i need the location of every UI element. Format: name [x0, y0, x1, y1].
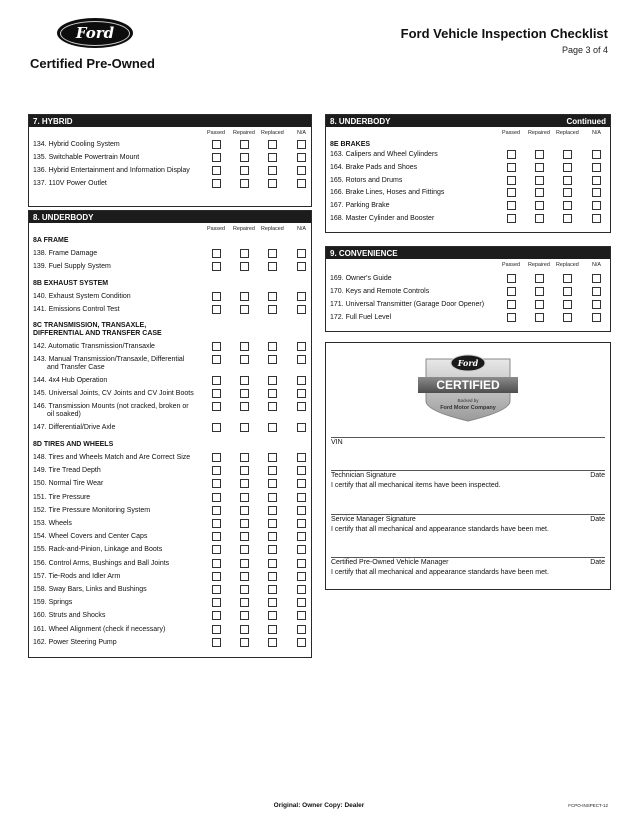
- repaired-checkbox[interactable]: [240, 423, 249, 432]
- repaired-checkbox[interactable]: [240, 342, 249, 351]
- na-checkbox[interactable]: [297, 153, 306, 162]
- repaired-checkbox[interactable]: [240, 179, 249, 188]
- checklist-item: 145. Universal Joints, CV Joints and CV Joint Boots: [33, 390, 194, 397]
- na-checkbox[interactable]: [297, 355, 306, 364]
- cpo-manager-date-label: Date: [590, 559, 605, 566]
- repaired-checkbox[interactable]: [240, 532, 249, 541]
- na-checkbox[interactable]: [592, 300, 601, 309]
- underbody-panel: [28, 210, 312, 658]
- checklist-item: 141. Emissions Control Test: [33, 306, 120, 313]
- col-replaced-header: Replaced: [556, 130, 579, 136]
- repaired-checkbox[interactable]: [240, 140, 249, 149]
- repaired-checkbox[interactable]: [240, 355, 249, 364]
- repaired-checkbox[interactable]: [240, 545, 249, 554]
- checklist-item: 162. Power Steering Pump: [33, 638, 117, 646]
- repaired-checkbox[interactable]: [240, 249, 249, 258]
- passed-checkbox[interactable]: [212, 572, 221, 581]
- checklist-item: 166. Brake Lines, Hoses and Fittings: [330, 189, 445, 197]
- cpo-manager-signature-line[interactable]: [331, 557, 605, 558]
- col-replaced-header: Replaced: [261, 226, 284, 232]
- na-checkbox[interactable]: [592, 214, 601, 223]
- passed-checkbox[interactable]: [212, 153, 221, 162]
- repaired-checkbox[interactable]: [240, 262, 249, 271]
- hybrid-panel-header: [29, 115, 311, 127]
- page-number: Page 3 of 4: [561, 45, 608, 55]
- checklist-item: 148. Tires and Wheels Match and Are Correct Size: [33, 454, 191, 461]
- col-passed-header: Passed: [207, 226, 225, 232]
- checklist-item: 150. Normal Tire Wear: [33, 480, 104, 488]
- underbody-continued-panel: [325, 114, 611, 233]
- passed-checkbox[interactable]: [212, 376, 221, 385]
- repaired-checkbox[interactable]: [240, 305, 249, 314]
- na-checkbox[interactable]: [297, 479, 306, 488]
- section-subheading: 8B EXHAUST SYSTEM: [33, 280, 109, 287]
- checklist-item: 143. Manual Transmission/Transaxle, Differential: [33, 356, 185, 363]
- na-checkbox[interactable]: [297, 532, 306, 541]
- underbody-panel-header: [29, 211, 311, 223]
- checklist-item: 169. Owner's Guide: [330, 275, 392, 282]
- replaced-checkbox[interactable]: [268, 423, 277, 432]
- checklist-item: 134. Hybrid Cooling System: [33, 141, 120, 148]
- na-checkbox[interactable]: [297, 292, 306, 301]
- passed-checkbox[interactable]: [212, 638, 221, 647]
- repaired-checkbox[interactable]: [535, 214, 544, 223]
- section-subheading: 8D TIRES AND WHEELS: [33, 441, 114, 448]
- na-checkbox[interactable]: [297, 262, 306, 271]
- na-checkbox[interactable]: [592, 274, 601, 283]
- repaired-checkbox[interactable]: [240, 389, 249, 398]
- checklist-item: 171. Universal Transmitter (Garage Door Opener): [330, 301, 485, 308]
- col-replaced-header: Replaced: [556, 262, 579, 268]
- na-checkbox[interactable]: [297, 506, 306, 515]
- checklist-item-continuation: and Transfer Case: [47, 364, 105, 371]
- na-checkbox[interactable]: [297, 519, 306, 528]
- repaired-checkbox[interactable]: [535, 287, 544, 296]
- passed-checkbox[interactable]: [212, 342, 221, 351]
- checklist-item: 151. Tire Pressure: [33, 493, 91, 501]
- checklist-item: 163. Calipers and Wheel Cylinders: [330, 151, 438, 158]
- convenience-panel: [325, 246, 611, 332]
- checklist-item: 168. Master Cylinder and Booster: [330, 215, 435, 222]
- checklist-item: 157. Tie-Rods and Idler Arm: [33, 572, 121, 580]
- replaced-checkbox[interactable]: [268, 376, 277, 385]
- checklist-item: 138. Frame Damage: [33, 250, 98, 257]
- underbody-continued-header: [326, 115, 610, 127]
- replaced-checkbox[interactable]: [268, 305, 277, 314]
- replaced-checkbox[interactable]: [268, 389, 277, 398]
- ford-logo-text: Ford: [75, 24, 115, 42]
- na-checkbox[interactable]: [297, 342, 306, 351]
- service-manager-signature-line[interactable]: [331, 514, 605, 515]
- replaced-checkbox[interactable]: [268, 262, 277, 271]
- checklist-item: 156. Control Arms, Bushings and Ball Joints: [33, 559, 170, 567]
- section-subheading: 8C TRANSMISSION, TRANSAXLE,: [33, 322, 147, 329]
- na-checkbox[interactable]: [297, 376, 306, 385]
- na-checkbox[interactable]: [297, 545, 306, 554]
- repaired-checkbox[interactable]: [535, 274, 544, 283]
- passed-checkbox[interactable]: [212, 493, 221, 502]
- passed-checkbox[interactable]: [507, 274, 516, 283]
- continued-label: Continued: [566, 116, 606, 126]
- na-checkbox[interactable]: [297, 389, 306, 398]
- vin-line: [331, 437, 605, 438]
- repaired-checkbox[interactable]: [240, 153, 249, 162]
- repaired-checkbox[interactable]: [240, 638, 249, 647]
- replaced-checkbox[interactable]: [268, 598, 277, 607]
- checklist-item: 136. Hybrid Entertainment and Information Display: [33, 167, 190, 174]
- section-subheading: 8E BRAKES: [330, 141, 371, 148]
- na-checkbox[interactable]: [297, 493, 306, 502]
- replaced-checkbox[interactable]: [268, 355, 277, 364]
- repaired-checkbox[interactable]: [535, 313, 544, 322]
- page-title: Ford Vehicle Inspection Checklist: [400, 26, 608, 41]
- col-repaired-header: Repaired: [528, 130, 550, 136]
- col-repaired-header: Repaired: [233, 130, 255, 136]
- cpo-manager-signature-label: Certified Pre-Owned Vehicle Manager: [331, 559, 449, 566]
- convenience-panel-header: [326, 247, 610, 259]
- passed-checkbox[interactable]: [212, 292, 221, 301]
- na-checkbox[interactable]: [297, 598, 306, 607]
- na-checkbox[interactable]: [297, 625, 306, 634]
- replaced-checkbox[interactable]: [268, 179, 277, 188]
- col-repaired-header: Repaired: [528, 262, 550, 268]
- technician-signature-line[interactable]: [331, 470, 605, 471]
- passed-checkbox[interactable]: [212, 179, 221, 188]
- replaced-checkbox[interactable]: [268, 559, 277, 568]
- na-checkbox[interactable]: [297, 166, 306, 175]
- replaced-checkbox[interactable]: [563, 214, 572, 223]
- passed-checkbox[interactable]: [507, 163, 516, 172]
- na-checkbox[interactable]: [592, 188, 601, 197]
- col-passed-header: Passed: [502, 130, 520, 136]
- passed-checkbox[interactable]: [212, 249, 221, 258]
- col-na-header: N/A: [592, 262, 601, 268]
- repaired-checkbox[interactable]: [240, 625, 249, 634]
- repaired-checkbox[interactable]: [240, 466, 249, 475]
- replaced-checkbox[interactable]: [268, 625, 277, 634]
- na-checkbox[interactable]: [297, 559, 306, 568]
- replaced-checkbox[interactable]: [268, 153, 277, 162]
- technician-signature-label: Technician Signature: [331, 472, 396, 479]
- repaired-checkbox[interactable]: [535, 176, 544, 185]
- repaired-checkbox[interactable]: [240, 292, 249, 301]
- passed-checkbox[interactable]: [212, 402, 221, 411]
- replaced-checkbox[interactable]: [563, 150, 572, 159]
- replaced-checkbox[interactable]: [268, 249, 277, 258]
- passed-checkbox[interactable]: [212, 598, 221, 607]
- col-repaired-header: Repaired: [233, 226, 255, 232]
- na-checkbox[interactable]: [297, 572, 306, 581]
- replaced-checkbox[interactable]: [563, 188, 572, 197]
- replaced-checkbox[interactable]: [268, 166, 277, 175]
- checklist-item-continuation: oil soaked): [47, 411, 81, 418]
- replaced-checkbox[interactable]: [268, 453, 277, 462]
- passed-checkbox[interactable]: [507, 287, 516, 296]
- checklist-item: 172. Full Fuel Level: [330, 314, 392, 321]
- repaired-checkbox[interactable]: [240, 611, 249, 620]
- passed-checkbox[interactable]: [212, 466, 221, 475]
- footer-form-code: FCPO-INSPECT-12: [568, 803, 608, 808]
- passed-checkbox[interactable]: [212, 506, 221, 515]
- passed-checkbox[interactable]: [212, 532, 221, 541]
- repaired-checkbox[interactable]: [535, 201, 544, 210]
- replaced-checkbox[interactable]: [268, 292, 277, 301]
- section-subheading: 8A FRAME: [33, 237, 69, 244]
- underbody-title: 8. UNDERBODY: [33, 212, 94, 222]
- passed-checkbox[interactable]: [507, 214, 516, 223]
- checklist-item: 135. Switchable Powertrain Mount: [33, 154, 140, 161]
- na-checkbox[interactable]: [297, 611, 306, 620]
- service-manager-date-label: Date: [590, 516, 605, 523]
- na-checkbox[interactable]: [297, 179, 306, 188]
- col-passed-header: Passed: [502, 262, 520, 268]
- certified-badge: [418, 349, 518, 425]
- checklist-item: 159. Springs: [33, 599, 73, 607]
- replaced-checkbox[interactable]: [268, 585, 277, 594]
- replaced-checkbox[interactable]: [563, 287, 572, 296]
- repaired-checkbox[interactable]: [240, 402, 249, 411]
- checklist-item: 144. 4x4 Hub Operation: [33, 377, 108, 384]
- hybrid-title: 7. HYBRID: [33, 116, 73, 126]
- replaced-checkbox[interactable]: [268, 519, 277, 528]
- replaced-checkbox[interactable]: [268, 532, 277, 541]
- passed-checkbox[interactable]: [507, 201, 516, 210]
- col-replaced-header: Replaced: [261, 130, 284, 136]
- repaired-checkbox[interactable]: [240, 479, 249, 488]
- repaired-checkbox[interactable]: [535, 150, 544, 159]
- checklist-item: 140. Exhaust System Condition: [33, 293, 131, 300]
- replaced-checkbox[interactable]: [268, 479, 277, 488]
- replaced-checkbox[interactable]: [268, 545, 277, 554]
- section-subheading: DIFFERENTIAL AND TRANSFER CASE: [33, 330, 162, 337]
- repaired-checkbox[interactable]: [535, 300, 544, 309]
- replaced-checkbox[interactable]: [563, 176, 572, 185]
- replaced-checkbox[interactable]: [563, 274, 572, 283]
- repaired-checkbox[interactable]: [240, 166, 249, 175]
- passed-checkbox[interactable]: [212, 585, 221, 594]
- passed-checkbox[interactable]: [507, 188, 516, 197]
- col-na-header: N/A: [297, 130, 306, 136]
- na-checkbox[interactable]: [592, 201, 601, 210]
- passed-checkbox[interactable]: [212, 559, 221, 568]
- replaced-checkbox[interactable]: [268, 572, 277, 581]
- replaced-checkbox[interactable]: [268, 342, 277, 351]
- repaired-checkbox[interactable]: [240, 598, 249, 607]
- repaired-checkbox[interactable]: [535, 188, 544, 197]
- ford-logo: [57, 18, 133, 48]
- passed-checkbox[interactable]: [212, 479, 221, 488]
- checklist-item: 139. Fuel Supply System: [33, 263, 111, 270]
- passed-checkbox[interactable]: [212, 545, 221, 554]
- replaced-checkbox[interactable]: [268, 140, 277, 149]
- na-checkbox[interactable]: [592, 163, 601, 172]
- replaced-checkbox[interactable]: [268, 466, 277, 475]
- badge-certified-text: CERTIFIED: [436, 378, 500, 392]
- badge-backed-text: Backed by: [457, 398, 479, 403]
- checklist-item: 152. Tire Pressure Monitoring System: [33, 506, 151, 514]
- repaired-checkbox[interactable]: [535, 163, 544, 172]
- checklist-item: 155. Rack-and-Pinion, Linkage and Boots: [33, 546, 163, 554]
- checklist-item: 158. Sway Bars, Links and Bushings: [33, 586, 147, 593]
- replaced-checkbox[interactable]: [563, 201, 572, 210]
- repaired-checkbox[interactable]: [240, 453, 249, 462]
- checklist-item: 146. Transmission Mounts (not cracked, broken or: [33, 403, 189, 410]
- checklist-item: 164. Brake Pads and Shoes: [330, 163, 418, 171]
- underbody-continued-title: 8. UNDERBODY: [330, 116, 391, 126]
- replaced-checkbox[interactable]: [563, 300, 572, 309]
- service-manager-signature-label: Service Manager Signature: [331, 516, 416, 523]
- na-checkbox[interactable]: [592, 313, 601, 322]
- na-checkbox[interactable]: [592, 176, 601, 185]
- repaired-checkbox[interactable]: [240, 376, 249, 385]
- replaced-checkbox[interactable]: [268, 611, 277, 620]
- repaired-checkbox[interactable]: [240, 585, 249, 594]
- na-checkbox[interactable]: [297, 423, 306, 432]
- passed-checkbox[interactable]: [507, 150, 516, 159]
- replaced-checkbox[interactable]: [268, 402, 277, 411]
- checklist-item: 142. Automatic Transmission/Transaxle: [33, 343, 155, 350]
- replaced-checkbox[interactable]: [268, 493, 277, 502]
- footer-copies: Original: Owner Copy: Dealer: [273, 802, 365, 809]
- na-checkbox[interactable]: [592, 150, 601, 159]
- replaced-checkbox[interactable]: [563, 313, 572, 322]
- passed-checkbox[interactable]: [212, 305, 221, 314]
- passed-checkbox[interactable]: [212, 453, 221, 462]
- replaced-checkbox[interactable]: [563, 163, 572, 172]
- na-checkbox[interactable]: [297, 453, 306, 462]
- na-checkbox[interactable]: [297, 638, 306, 647]
- passed-checkbox[interactable]: [212, 262, 221, 271]
- passed-checkbox[interactable]: [507, 313, 516, 322]
- passed-checkbox[interactable]: [507, 176, 516, 185]
- checklist-item: 161. Wheel Alignment (check if necessary): [33, 625, 166, 633]
- passed-checkbox[interactable]: [212, 625, 221, 634]
- na-checkbox[interactable]: [297, 140, 306, 149]
- checklist-item: 149. Tire Tread Depth: [33, 467, 101, 475]
- repaired-checkbox[interactable]: [240, 506, 249, 515]
- service-manager-statement: I certify that all mechanical and appearance standards have been met.: [331, 526, 549, 533]
- checklist-item: 147. Differential/Drive Axle: [33, 424, 116, 431]
- checklist-item: 170. Keys and Remote Controls: [330, 288, 430, 295]
- col-na-header: N/A: [592, 130, 601, 136]
- technician-date-label: Date: [590, 472, 605, 479]
- na-checkbox[interactable]: [297, 249, 306, 258]
- cpo-manager-statement: I certify that all mechanical and appearance standards have been met.: [331, 569, 549, 576]
- hybrid-panel: [28, 114, 312, 207]
- vin-label: VIN: [331, 439, 343, 446]
- repaired-checkbox[interactable]: [240, 519, 249, 528]
- passed-checkbox[interactable]: [212, 519, 221, 528]
- repaired-checkbox[interactable]: [240, 572, 249, 581]
- checklist-item: 153. Wheels: [33, 520, 72, 527]
- badge-ford-text: Ford: [457, 358, 479, 368]
- checklist-item: 165. Rotors and Drums: [330, 176, 403, 184]
- repaired-checkbox[interactable]: [240, 493, 249, 502]
- na-checkbox[interactable]: [297, 402, 306, 411]
- passed-checkbox[interactable]: [212, 166, 221, 175]
- passed-checkbox[interactable]: [507, 300, 516, 309]
- replaced-checkbox[interactable]: [268, 506, 277, 515]
- passed-checkbox[interactable]: [212, 611, 221, 620]
- checklist-item: 167. Parking Brake: [330, 202, 390, 210]
- checklist-item: 160. Struts and Shocks: [33, 612, 106, 620]
- checklist-item: 137. 110V Power Outlet: [33, 180, 107, 187]
- replaced-checkbox[interactable]: [268, 638, 277, 647]
- passed-checkbox[interactable]: [212, 355, 221, 364]
- badge-company-text: Ford Motor Company: [440, 405, 496, 411]
- repaired-checkbox[interactable]: [240, 559, 249, 568]
- na-checkbox[interactable]: [297, 305, 306, 314]
- na-checkbox[interactable]: [297, 466, 306, 475]
- na-checkbox[interactable]: [592, 287, 601, 296]
- col-na-header: N/A: [297, 226, 306, 232]
- convenience-title: 9. CONVENIENCE: [330, 248, 398, 258]
- passed-checkbox[interactable]: [212, 423, 221, 432]
- technician-statement: I certify that all mechanical items have been inspected.: [331, 482, 501, 489]
- na-checkbox[interactable]: [297, 585, 306, 594]
- certification-panel: [325, 342, 611, 590]
- col-passed-header: Passed: [207, 130, 225, 136]
- passed-checkbox[interactable]: [212, 140, 221, 149]
- passed-checkbox[interactable]: [212, 389, 221, 398]
- certified-pre-owned-label: Certified Pre-Owned: [30, 56, 155, 71]
- checklist-item: 154. Wheel Covers and Center Caps: [33, 533, 148, 541]
